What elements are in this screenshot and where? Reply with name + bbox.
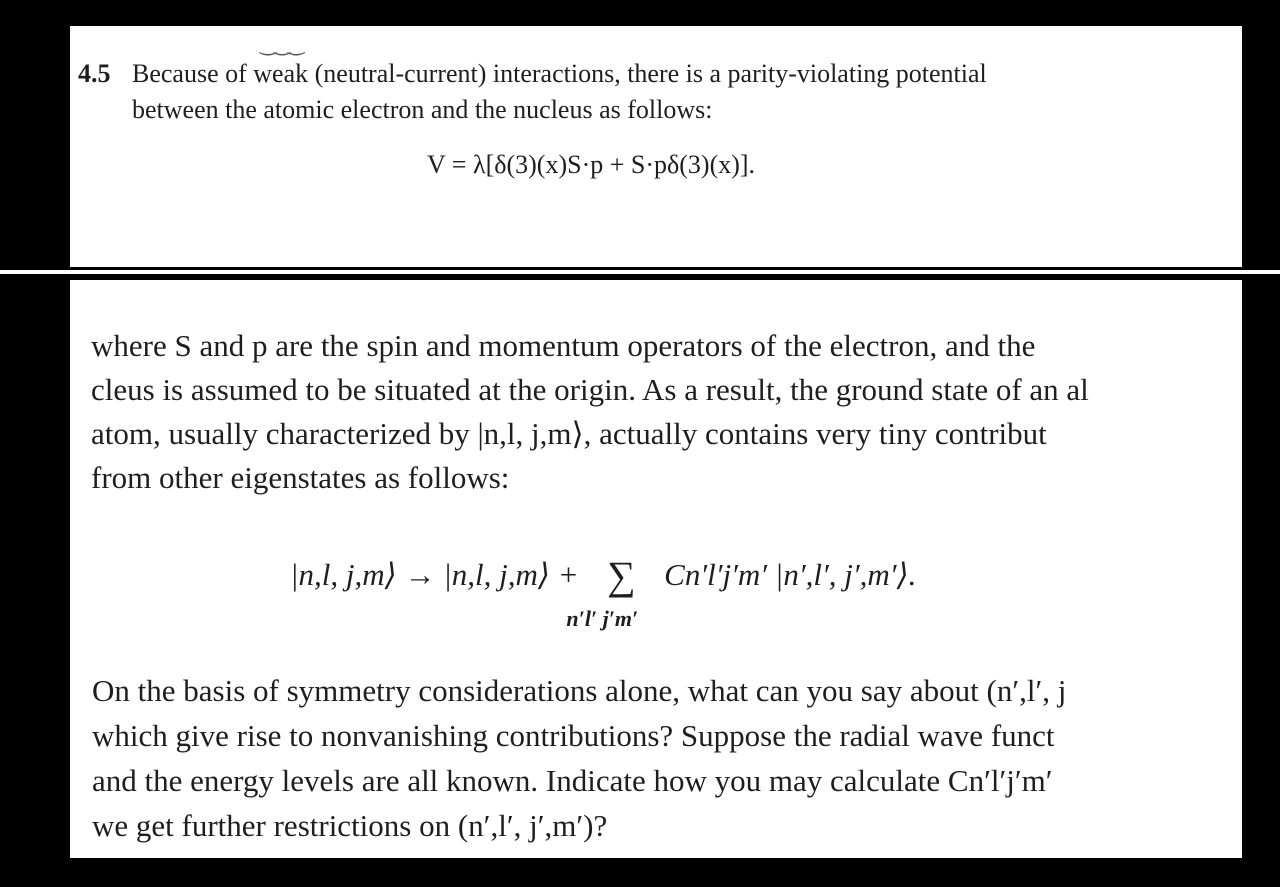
question-line-4: we get further restrictions on (n′,l′, j′,m′)? — [92, 808, 608, 843]
body-line-2: cleus is assumed to be situated at the origin. As a result, the ground state of an al — [91, 372, 1089, 407]
question-line-3: and the energy levels are all known. Indicate how you may calculate Cn′l′j′m′ — [92, 763, 1053, 798]
question-line-2: which give rise to nonvanishing contributions? Suppose the radial wave funct — [92, 718, 1055, 753]
panel-separator — [0, 270, 1280, 274]
equation-lhs: |n,l, j,m⟩ → |n,l, j,m⟩ + — [290, 557, 579, 592]
body-line-1: where S and p are the spin and momentum operators of the electron, and the — [91, 328, 1036, 363]
continuation-panel — [70, 280, 1242, 858]
body-paragraph — [91, 324, 1089, 500]
body-line-4: from other eigenstates as follows: — [91, 460, 510, 495]
sum-operator — [566, 548, 656, 631]
body-line-3: atom, usually characterized by |n,l, j,m⟩, actually contains very tiny contribut — [91, 416, 1047, 451]
problem-line-1: Because of weak (neutral-current) interactions, there is a parity-violating potential — [132, 59, 987, 88]
question-line-1: On the basis of symmetry considerations alone, what can you say about (n′,l′, j — [92, 673, 1067, 708]
problem-number: 4.5 — [78, 59, 111, 88]
sum-symbol: ∑ — [607, 553, 636, 598]
problem-intro — [78, 56, 1178, 128]
question-paragraph — [92, 668, 1066, 848]
sum-subscript: n′l′ j′m′ — [566, 606, 639, 631]
problem-statement-panel — [70, 26, 1242, 267]
state-expansion-equation — [290, 548, 917, 631]
cropped-text-fragment: ‿‿‿ — [260, 34, 303, 56]
problem-line-2: between the atomic electron and the nucleus as follows: — [132, 95, 713, 124]
potential-equation: V = λ[δ(3)(x)S·p + S·pδ(3)(x)]. — [427, 150, 756, 179]
equation-rhs: Cn′l′j′m′ |n′,l′, j′,m′⟩. — [664, 557, 917, 592]
